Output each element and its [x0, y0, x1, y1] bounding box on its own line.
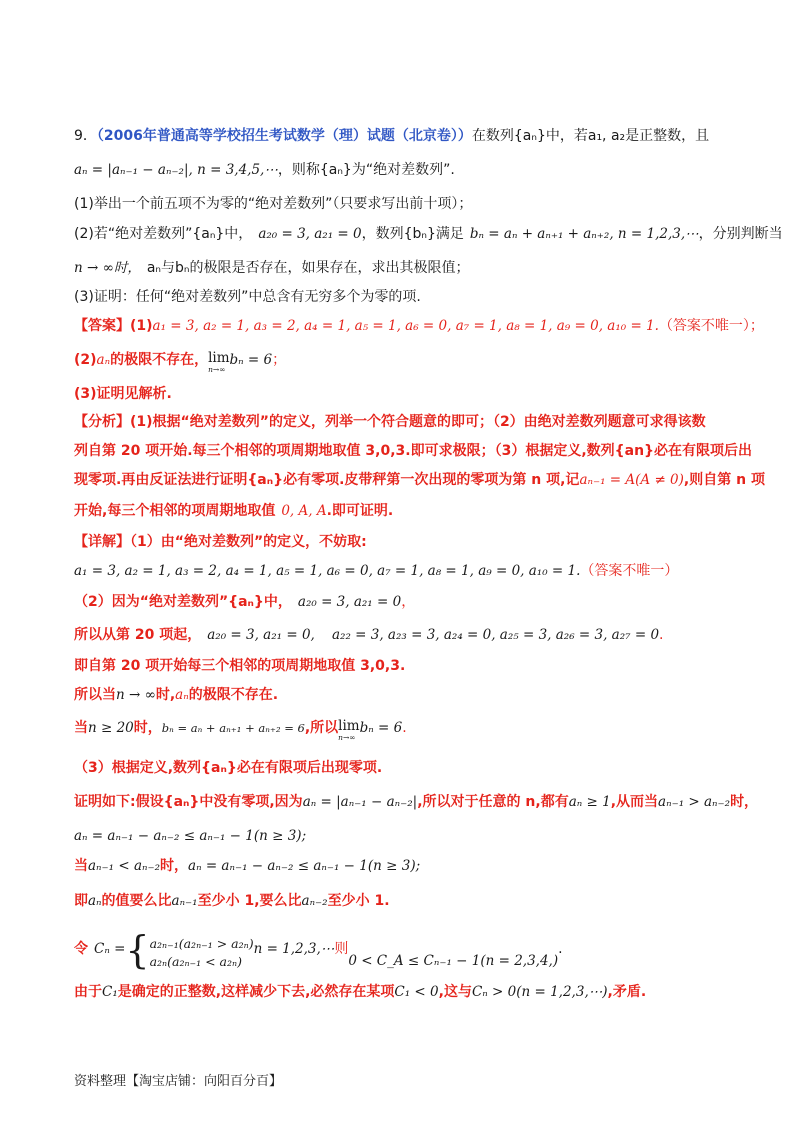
detail-line-12: 即aₙ的值要么比aₙ₋₁至少小 1,要么比aₙ₋₂至少小 1. [74, 893, 390, 909]
detail-line-14: 由于C₁是确定的正整数,这样减少下去,必然存在某项C₁ < 0,这与Cₙ > 0(n = 1,2,3,⋯),矛盾. [74, 984, 647, 1000]
detail-line-10: aₙ = aₙ₋₁ − aₙ₋₂ ≤ aₙ₋₁ − 1(n ≥ 3); [74, 828, 307, 844]
detail-line-13: 令 Cₙ ={ a₂ₙ₋₁(a₂ₙ₋₁ > a₂ₙ) a₂ₙ(a₂ₙ₋₁ < a₂ₙ) n = 1,2,3,⋯则0 < C_A ≤ Cₙ₋₁ − 1(n = 2,3,4,). [74, 928, 563, 972]
detail-line-5: 即自第 20 项开始每三个相邻的项周期地取值 3,0,3. [74, 658, 406, 674]
analysis-line-2: 列自第 20 项开始.每三个相邻的项周期地取值 3,0,3.即可求极限；（3）根据定义,数列{an}必在有限项后出 [74, 443, 753, 459]
limit-expression-2: lim n→∞ [338, 718, 360, 742]
formula-a20: a₂₀ = 3, a₂₁ = 0 [258, 226, 362, 242]
analysis-line-3: 现零项.再由反证法进行证明{aₙ}必有零项.皮带秤第一次出现的零项为第 n 项,记aₙ₋₁ = A(A ≠ 0),则自第 n 项 [74, 472, 765, 488]
detail-line-1: 【详解】（1）由“绝对差数列”的定义，不妨取: [74, 534, 367, 550]
question-source: （2006年普通高等学校招生考试数学（理）试题（北京卷）） [96, 128, 472, 144]
detail-tag: 【详解】 [74, 534, 130, 550]
detail-line-7: 当n ≥ 20时，bₙ = aₙ + aₙ₊₁ + aₙ₊₂ = 6,所以 lim n→∞ bₙ = 6. [74, 718, 407, 742]
answer-line-1: 【答案】(1)a₁ = 3, a₂ = 1, a₃ = 2, a₄ = 1, a₅ = 1, a₆ = 0, a₇ = 1, a₈ = 1, a₉ = 0, a₁₀ = 1.（答案不唯一）； [74, 318, 764, 334]
formula-bn: bₙ = aₙ + aₙ₊₁ + aₙ₊₂, n = 1,2,3,⋯ [469, 226, 699, 242]
limit-expression: lim n→∞ [208, 350, 230, 374]
answer-tag: 【答案】 [74, 318, 130, 334]
answer-line-3: (3)证明见解析. [74, 386, 172, 402]
question-line-1 [74, 126, 740, 146]
analysis-tag: 【分析】 [74, 414, 130, 430]
formula-abs-diff: aₙ = |aₙ₋₁ − aₙ₋₂|, n = 3,4,5,⋯ [74, 162, 278, 178]
page-footer: 资料整理【淘宝店铺：向阳百分百】 [74, 1074, 283, 1089]
question-part-1: (1)举出一个前五项不为零的“绝对差数列”（只要求写出前十项）； [74, 196, 473, 212]
left-brace: { [125, 928, 150, 972]
detail-line-4: 所以从第 20 项起， a₂₀ = 3, a₂₁ = 0, a₂₂ = 3, a₂₃ = 3, a₂₄ = 0, a₂₅ = 3, a₂₆ = 3, a₂₇ = 0. [74, 627, 664, 643]
piecewise-cases: a₂ₙ₋₁(a₂ₙ₋₁ > a₂ₙ) a₂ₙ(a₂ₙ₋₁ < a₂ₙ) [149, 936, 254, 969]
question-number: 9． [74, 128, 97, 144]
detail-line-8: （3）根据定义,数列{aₙ}必在有限项后出现零项. [74, 760, 383, 776]
detail-line-2: a₁ = 3, a₂ = 1, a₃ = 2, a₄ = 1, a₅ = 1, a₆ = 0, a₇ = 1, a₈ = 1, a₉ = 0, a₁₀ = 1.（答案不唯一） [74, 563, 679, 579]
answer-line-2: (2)aₙ的极限不存在， lim n→∞ bₙ = 6； [74, 350, 287, 374]
analysis-line-4: 开始,每三个相邻的项周期地取值 0, A, A.即可证明. [74, 503, 394, 519]
detail-line-6: 所以当n → ∞时,aₙ的极限不存在. [74, 687, 279, 703]
question-part-2-cont: n → ∞时， aₙ与bₙ的极限是否存在，如果存在，求出其极限值； [74, 260, 470, 276]
answer-sequence: a₁ = 3, a₂ = 1, a₃ = 2, a₄ = 1, a₅ = 1, a₆ = 0, a₇ = 1, a₈ = 1, a₉ = 0, a₁₀ = 1. [152, 318, 659, 334]
question-line-2 [74, 160, 740, 180]
detail-line-3: （2）因为“绝对差数列”{aₙ}中， a₂₀ = 3, a₂₁ = 0， [74, 594, 416, 610]
question-part-2: (2)若“绝对差数列”{aₙ}中， a₂₀ = 3, a₂₁ = 0，数列{bₙ}满足 bₙ = aₙ + aₙ₊₁ + aₙ₊₂, n = 1,2,3,⋯，分别判断当 [74, 226, 783, 242]
question-definition: ，则称{aₙ}为“绝对差数列”. [277, 162, 455, 178]
detail-line-9: 证明如下:假设{aₙ}中没有零项,因为aₙ = |aₙ₋₁ − aₙ₋₂|,所以对于任意的 n,都有aₙ ≥ 1,从而当aₙ₋₁ > aₙ₋₂时， [74, 794, 759, 810]
detail-line-11: 当aₙ₋₁ < aₙ₋₂时，aₙ = aₙ₋₁ − aₙ₋₂ ≤ aₙ₋₁ − 1(n ≥ 3); [74, 858, 421, 874]
question-part-3: (3)证明：任何“绝对差数列”中总含有无穷多个为零的项. [74, 289, 421, 305]
analysis-line-1: 【分析】(1)根据“绝对差数列”的定义，列举一个符合题意的即可；（2）由绝对差数列题意可求得该数 [74, 414, 706, 430]
question-intro: 在数列{aₙ}中，若a₁, a₂是正整数，且 [471, 128, 710, 144]
